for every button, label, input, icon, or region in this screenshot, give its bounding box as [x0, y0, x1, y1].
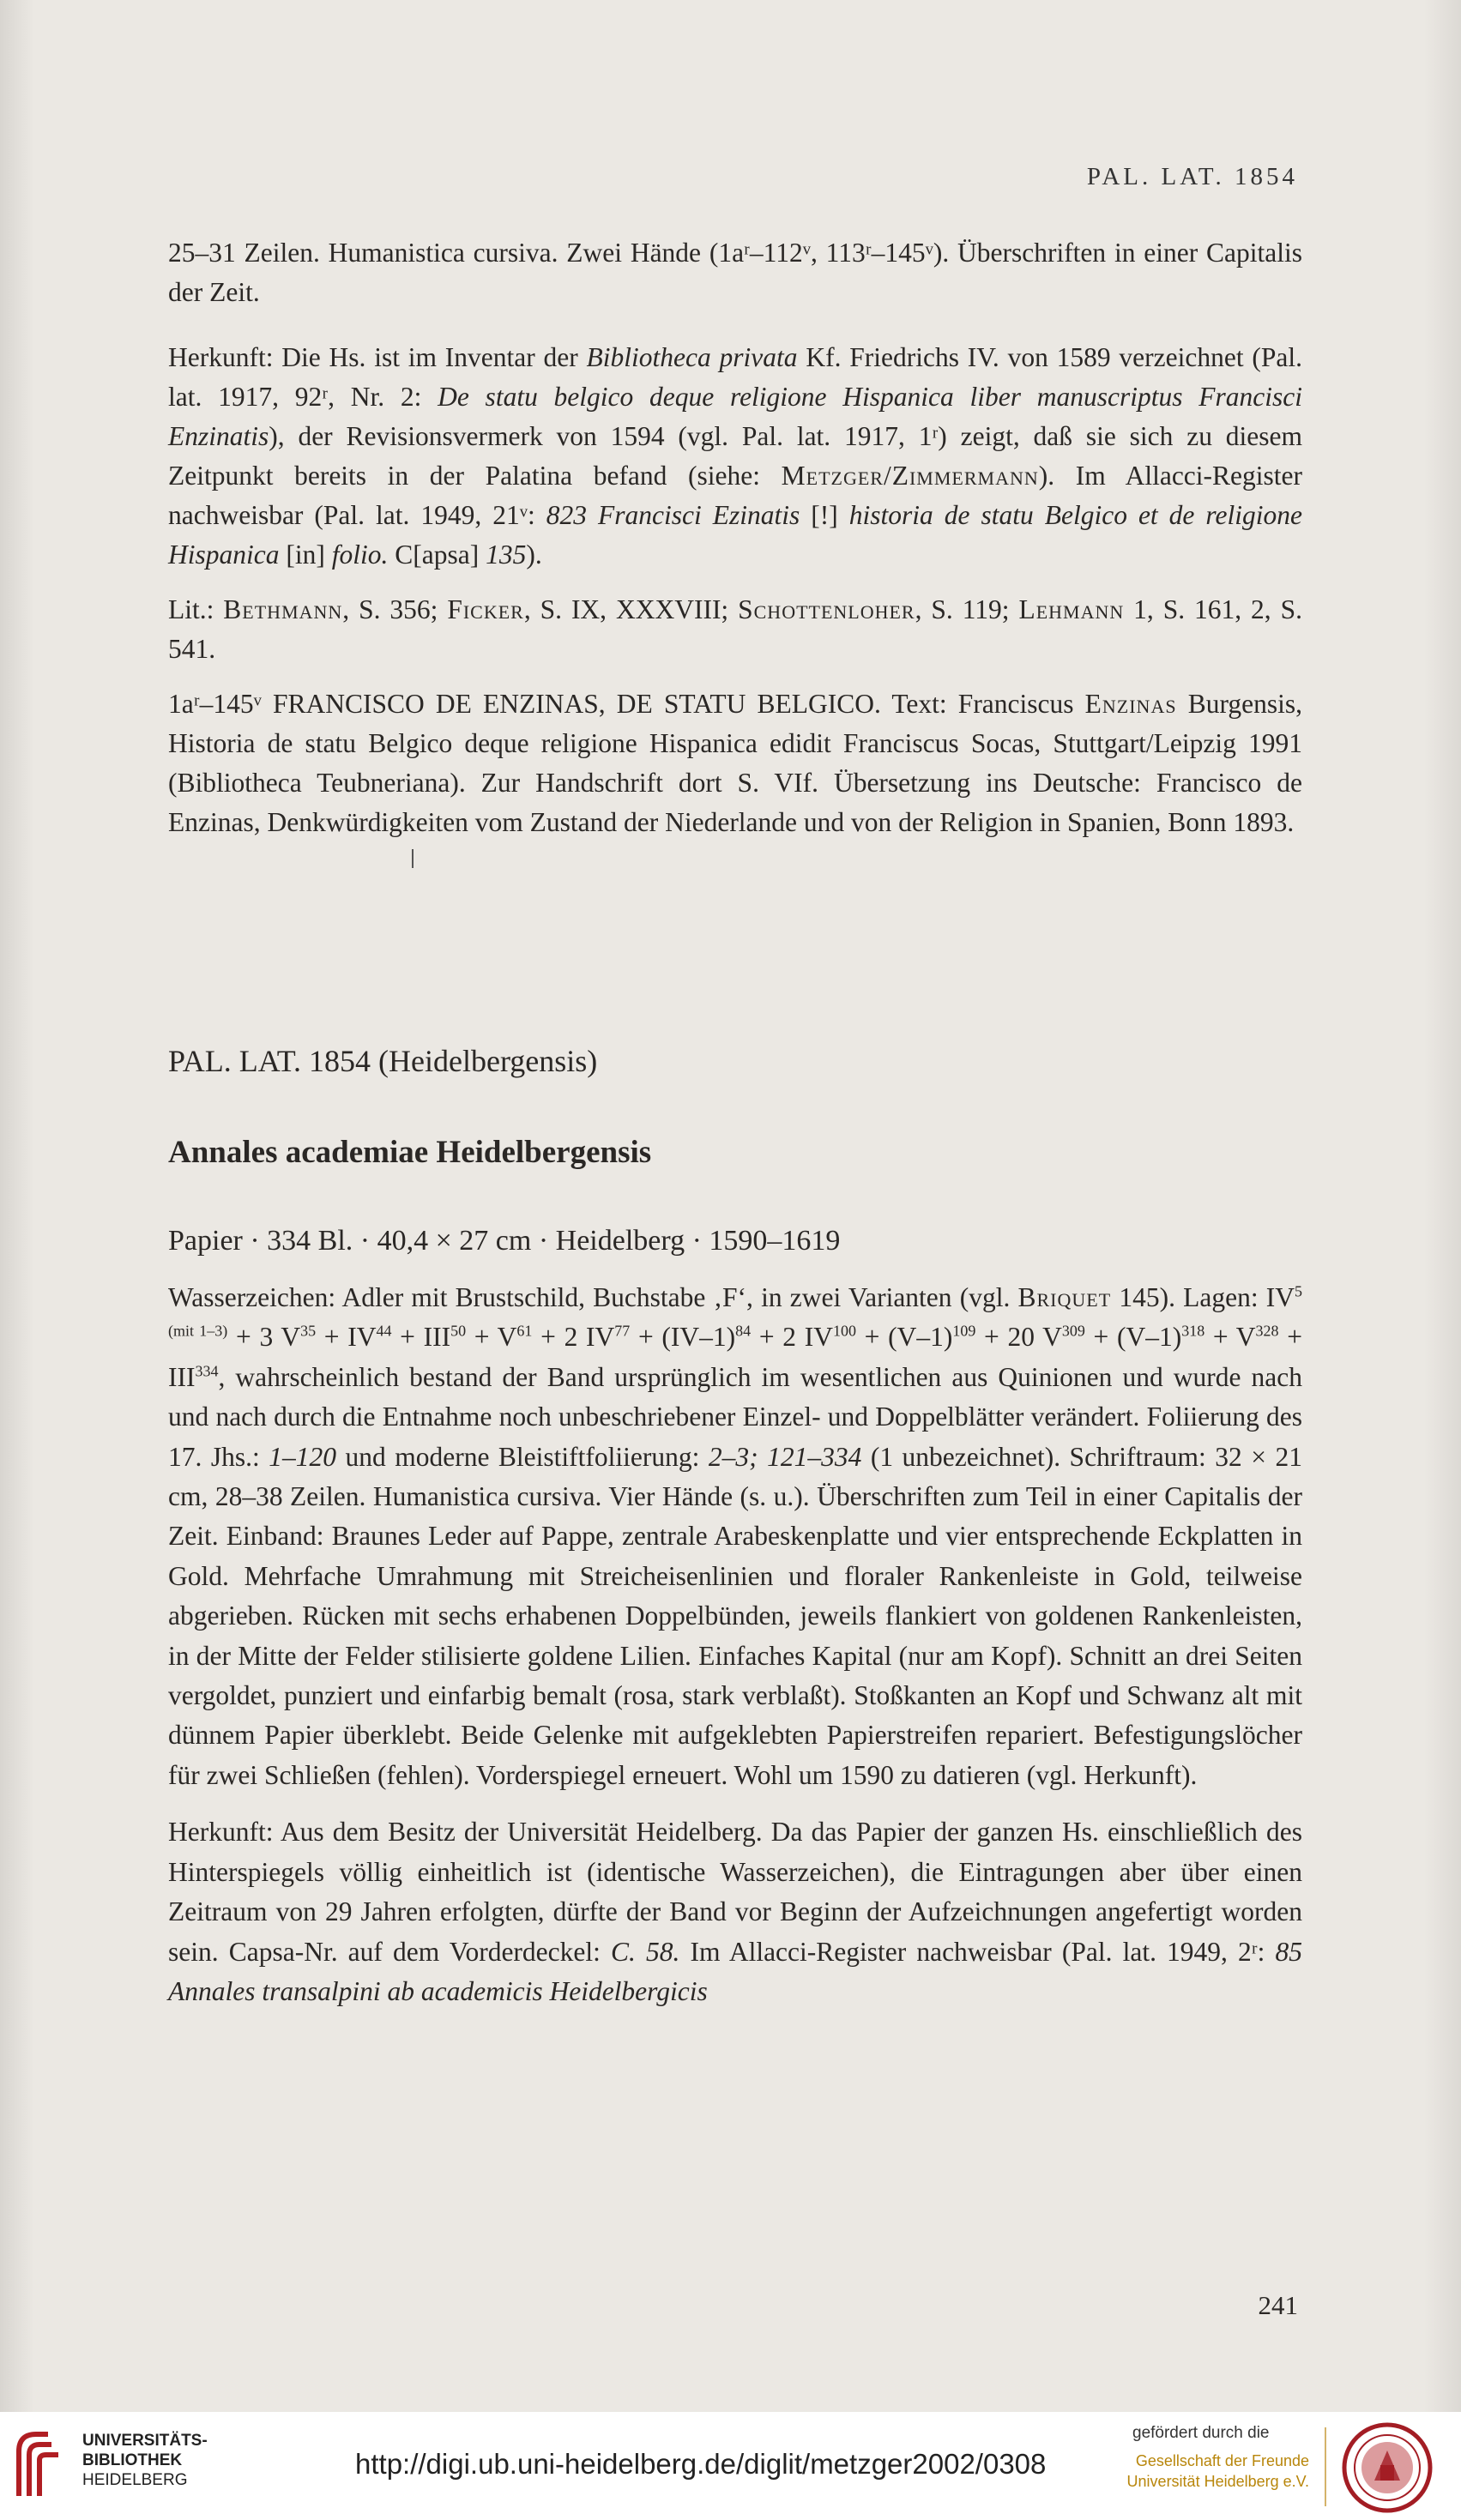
manuscript-title: Annales academiae Heidelbergensis [168, 1135, 652, 1170]
paragraph-provenance-2: Herkunft: Aus dem Besitz der Universität Heidelberg. Da das Papier der ganzen Hs. einschließlich des Hinterspiegels völlig einheitlich ist (identische Wasserzeichen), die Eintragungen aber über einen Zeitraum von 29 Jahren erfolgten, dürfte der Band vor Beginn der Aufzeichnungen angefertigt worden sein. Capsa-Nr. auf dem Vorderdeckel: C. 58. Im Allacci-Register nachweisbar (Pal. lat. 1949, 2ʳ: 85 Annales transalpini ab academicis Heidelbergicis [168, 1817, 1302, 2006]
ub-heidelberg-logo-icon [10, 2426, 70, 2503]
permalink-url[interactable]: http://digi.ub.uni-heidelberg.de/diglit/metzger2002/0308 [355, 2448, 1047, 2480]
paragraph-hands: 25–31 Zeilen. Humanistica cursiva. Zwei Hände (1aʳ–112ᵛ, 113ʳ–145ᵛ). Überschriften in einer Capitalis der Zeit. [168, 238, 1302, 307]
supported-by-label: gefördert durch die [1132, 2424, 1270, 2442]
running-head: PAL. LAT. 1854 [1086, 163, 1298, 190]
manuscript-metadata: Papier · 334 Bl. · 40,4 × 27 cm · Heidelberg · 1590–1619 [168, 1225, 841, 1257]
footer-divider [1325, 2427, 1326, 2506]
entry-1854-description [168, 1278, 1302, 2011]
viewer-footer [0, 2412, 1461, 2520]
university-seal-icon [1340, 2421, 1434, 2515]
entry-1854-continuation [168, 233, 1302, 842]
shelfmark-heading: PAL. LAT. 1854 (Heidelbergensis) [168, 1044, 598, 1078]
page-number: 241 [1258, 2290, 1298, 2320]
library-name: UNIVERSITÄTS- BIBLIOTHEK HEIDELBERG [82, 2432, 208, 2489]
paragraph-provenance: Herkunft: Die Hs. ist im Inventar der Bibliotheca privata Kf. Friedrichs IV. von 1589 verzeichnet (Pal. lat. 1917, 92ʳ, Nr. 2: De statu belgico deque religione Hispanica liber manuscriptus Francisci Enzinatis), der Revisionsvermerk von 1594 (vgl. Pal. lat. 1917, 1ʳ) zeigt, daß sie sich zu diesem Zeitpunkt bereits in der Palatina befand (siehe: Metzger/Zimmermann). Im Allacci-Register nachweisbar (Pal. lat. 1949, 21ᵛ: 823 Francisci Ezinatis [!] historia de statu Belgico et de religione Hispanica [in] folio. C[apsa] 135). [168, 342, 1302, 570]
text-cursor-icon [412, 849, 414, 868]
paragraph-contents: 1aʳ–145ᵛ FRANCISCO DE ENZINAS, DE STATU BELGICO. Text: Franciscus Enzinas Burgensis, Historia de statu Belgico deque religione Hispanica edidit Franciscus Socas, Stuttgart/Leipzig 1991 (Bibliotheca Teubneriana). Zur Handschrift dort S. VIf. Übersetzung ins Deutsche: Francisco de Enzinas, Denkwürdigkeiten vom Zustand der Niederlande und von der Religion in Spanien, Bonn 1893. [168, 689, 1302, 837]
paragraph-literature: Lit.: Bethmann, S. 356; Ficker, S. IX, XXXVIII; Schottenloher, S. 119; Lehmann 1, S. 161, 2, S. 541. [168, 594, 1302, 664]
paragraph-physical-description: Wasserzeichen: Adler mit Brustschild, Buchstabe ‚F‘, in zwei Varianten (vgl. Briquet 145). Lagen: $IV^{5 (mit 1-3)} + 3$ $V^{35} + IV^{44} + III^{50} + V^{61} + 2$ $IV^{77} + (IV-1)^{84} + 2$ $IV^{100} + (V-1)^{109} + 20$ $V^{309} + (V-1)^{318} + V^{328} + III^{334}$, wahrscheinlich bestand der Band ursprünglich im wesentlichen aus Quinionen und wurde nach und nach durch die Entnahme noch unbeschriebener Einzel- und Doppelblätter verändert. Foliierung des 17. Jhs.: 1–120 und moderne Bleistiftfoliierung: 2–3; 121–334 (1 unbezeichnet). Schriftraum: 32 × 21 cm, 28–38 Zeilen. Humanistica cursiva. Vier Hände (s. u.). Überschriften zum Teil in einer Capitalis der Zeit. Einband: Braunes Leder auf Pappe, zentrale Arabeskenplatte und vier entsprechende Eckplatten in Gold. Mehrfache Umrahmung mit Streicheisenlinien und floraler Rankenleiste in Gold, teilweise abgerieben. Rücken mit sechs erhabenen Doppelbünden, jeweils flankiert von goldenen Rankenleisten, in der Mitte der Felder stilisierte goldene Lilien. Einfaches Kapital (nur am Kopf). Schnitt an drei Seiten vergoldet, punziert und einfarbig bemalt (rosa, stark verblaßt). Stoßkanten an Kopf und Schwanz alt mit dünnem Papier überklebt. Beide Gelenke mit aufgeklebten Papierstreifen repariert. Befestigungslöcher für zwei Schließen (fehlen). Vorderspiegel erneuert. Wohl um 1590 zu datieren (vgl. Herkunft). [168, 1282, 1303, 1790]
society-name: Gesellschaft der Freunde Universität Heidelberg e.V. [1126, 2452, 1309, 2490]
